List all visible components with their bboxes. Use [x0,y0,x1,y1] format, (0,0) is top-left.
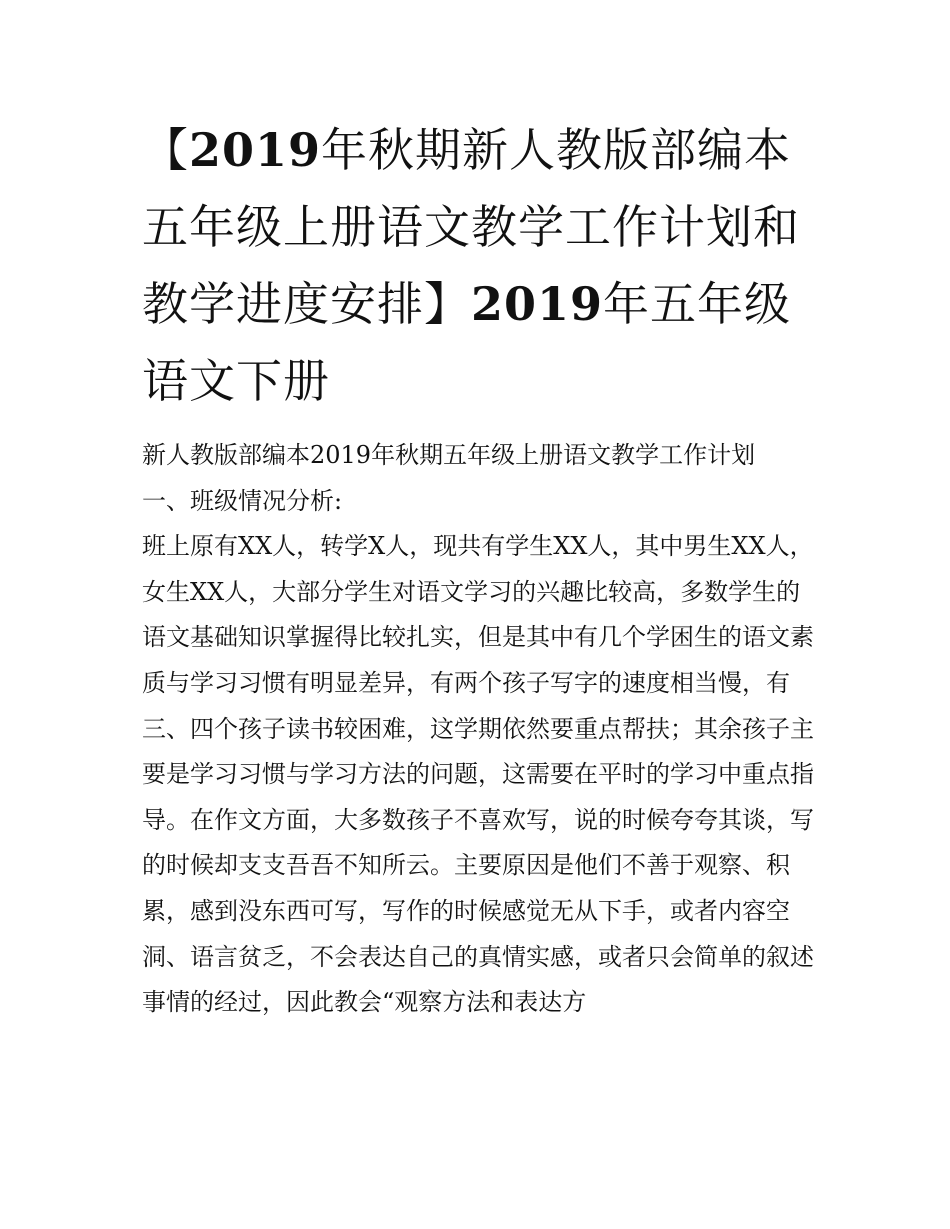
title-bracket-open: 【 [142,123,189,177]
title-year-2: 2019 [471,277,604,331]
section-heading: 一、班级情况分析: [142,486,343,515]
title-year-1: 2019 [189,123,322,177]
title-text-2: 年五年级语文下册 [142,277,792,408]
document-subtitle: 新人教版部编本2019年秋期五年级上册语文教学工作计划 [142,441,756,469]
body-paragraph: 班上原有XX人，转学X人，现共有学生XX人，其中男生XX人，女生XX人，大部分学生对语文学习的兴趣比较高，多数学生的语文基础知识掌握得比较扎实，但是其中有几个学困生的语文素质与学习习惯有明显差异，有两个孩子写字的速度相当慢，有三、四个孩子读书较困难，这学期依然要重点帮扶；其余孩子主要是学习习惯与学习方法的问题，这需要在平时的学习中重点指导。在作文方面，大多数孩子不喜欢写，说的时候夸夸其谈，写的时候却支支吾吾不知所云。主要原因是他们不善于观察、积累，感到没东西可写，写作的时候感觉无从下手，或者内容空洞、语言贫乏，不会表达自己的真情实感，或者只会简单的叙述事情的经过，因此教会“观察方法和表达方 [142,532,814,1017]
document-title [142,112,822,420]
title-text-1: 年秋期新人教版部编本五年级上册语文教学工作计划和教学进度安排】 [142,123,800,331]
document-body [142,433,822,1026]
